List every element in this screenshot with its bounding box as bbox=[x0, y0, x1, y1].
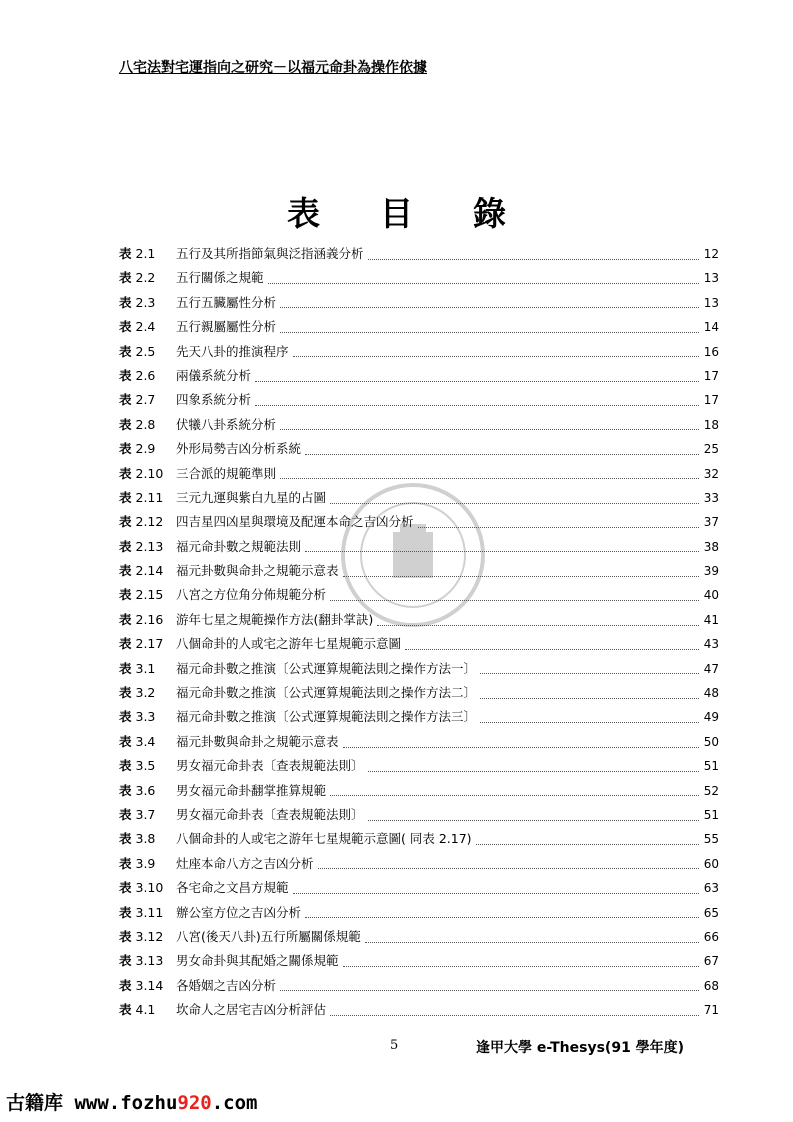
site-name: 古籍库 www.fozhu bbox=[6, 1092, 178, 1114]
toc-entry-number bbox=[119, 366, 176, 384]
toc-entry-page: 50 bbox=[703, 734, 719, 749]
toc-entry-prefix: 表 bbox=[119, 733, 132, 749]
toc-entry-page: 60 bbox=[703, 856, 719, 871]
toc-entry-title: 兩儀系統分析 bbox=[176, 367, 252, 383]
toc-entry-title: 福元命卦數之規範法則 bbox=[176, 538, 302, 554]
toc-entry-number bbox=[119, 659, 176, 677]
toc-entry-page: 18 bbox=[703, 417, 719, 432]
toc-entry[interactable] bbox=[119, 293, 719, 317]
toc-entry-prefix: 表 bbox=[119, 246, 132, 261]
toc-entry-title: 伏犧八卦系統分析 bbox=[176, 416, 277, 432]
toc-entry-title: 八宮之方位角分佈規範分析 bbox=[176, 587, 327, 603]
toc-entry-page: 49 bbox=[703, 710, 719, 725]
toc-entry-number bbox=[119, 732, 176, 750]
dot-leader bbox=[365, 942, 699, 943]
toc-entry-page: 40 bbox=[703, 588, 719, 603]
toc-entry[interactable] bbox=[119, 610, 719, 634]
toc-entry-number bbox=[119, 439, 176, 457]
toc-entry[interactable] bbox=[119, 439, 719, 463]
toc-entry-page: 25 bbox=[703, 442, 719, 457]
toc-entry[interactable] bbox=[119, 878, 719, 902]
toc-entry-num: 2.16 bbox=[135, 611, 164, 627]
toc-entry-page: 37 bbox=[703, 515, 719, 530]
toc-entry[interactable] bbox=[119, 390, 719, 414]
dot-leader bbox=[255, 381, 699, 382]
toc-entry[interactable] bbox=[119, 464, 719, 488]
toc-entry-number bbox=[119, 537, 176, 555]
toc-entry-page: 32 bbox=[703, 466, 719, 481]
toc-entry-num: 3.1 bbox=[135, 660, 156, 676]
toc-entry[interactable] bbox=[119, 903, 719, 927]
toc-entry[interactable] bbox=[119, 781, 719, 805]
toc-entry-prefix: 表 bbox=[119, 660, 132, 676]
title-char: 目 bbox=[380, 194, 413, 233]
toc-entry[interactable] bbox=[119, 976, 719, 1000]
toc-entry-num: 2.6 bbox=[135, 367, 156, 383]
toc-entry-number bbox=[119, 976, 176, 994]
dot-leader bbox=[318, 868, 699, 869]
toc-entry-page: 51 bbox=[703, 807, 719, 822]
toc-entry-page: 39 bbox=[703, 564, 719, 579]
toc-entry-prefix: 表 bbox=[119, 416, 132, 432]
toc-entry-number bbox=[119, 854, 176, 872]
toc-entry-title: 福元命卦數之推演〔公式運算規範法則之操作方法一〕 bbox=[176, 660, 477, 676]
toc-entry-title: 福元卦數與命卦之規範示意表 bbox=[176, 563, 339, 579]
toc-entry[interactable] bbox=[119, 317, 719, 341]
toc-entry-number bbox=[119, 805, 176, 823]
toc-entry-prefix: 表 bbox=[119, 538, 132, 554]
toc-entry-number bbox=[119, 512, 176, 530]
title-char: 表 bbox=[287, 194, 320, 233]
toc-entry-number bbox=[119, 268, 176, 286]
toc-entry-page: 14 bbox=[703, 320, 719, 335]
toc-entry-page: 48 bbox=[703, 686, 719, 701]
toc-entry-number bbox=[119, 707, 176, 725]
table-of-contents bbox=[119, 244, 719, 1025]
toc-entry-number bbox=[119, 610, 176, 628]
toc-entry-prefix: 表 bbox=[119, 489, 132, 505]
dot-leader bbox=[368, 259, 699, 260]
toc-entry-page: 16 bbox=[703, 344, 719, 359]
toc-entry-page: 43 bbox=[703, 637, 719, 652]
toc-entry-num: 2.3 bbox=[135, 294, 156, 310]
toc-entry[interactable] bbox=[119, 561, 719, 585]
toc-entry-page: 71 bbox=[703, 1003, 719, 1018]
toc-entry-title: 福元命卦數之推演〔公式運算規範法則之操作方法三〕 bbox=[176, 709, 477, 725]
toc-entry-page: 33 bbox=[703, 490, 719, 505]
toc-entry-num: 2.13 bbox=[135, 538, 164, 554]
toc-entry-page: 65 bbox=[703, 905, 719, 920]
toc-entry-prefix: 表 bbox=[119, 587, 132, 603]
dot-leader bbox=[268, 283, 699, 284]
toc-entry-num: 3.6 bbox=[135, 782, 156, 798]
dot-leader bbox=[305, 917, 699, 918]
dot-leader bbox=[330, 1015, 699, 1016]
toc-entry-prefix: 表 bbox=[119, 636, 132, 652]
toc-entry-page: 52 bbox=[703, 783, 719, 798]
toc-entry-num: 2.1 bbox=[135, 246, 156, 261]
toc-entry-page: 17 bbox=[703, 393, 719, 408]
toc-entry[interactable] bbox=[119, 585, 719, 609]
toc-entry-num: 3.10 bbox=[135, 880, 164, 896]
toc-entry-number bbox=[119, 415, 176, 433]
toc-entry-prefix: 表 bbox=[119, 392, 132, 408]
toc-entry-number bbox=[119, 244, 176, 262]
toc-entry-prefix: 表 bbox=[119, 953, 132, 969]
dot-leader bbox=[330, 503, 699, 504]
toc-entry-page: 41 bbox=[703, 612, 719, 627]
toc-entry[interactable] bbox=[119, 512, 719, 536]
toc-entry-title: 五行及其所指節氣與泛指涵義分析 bbox=[176, 246, 364, 261]
toc-entry[interactable] bbox=[119, 707, 719, 731]
dot-leader bbox=[280, 332, 699, 333]
toc-entry-prefix: 表 bbox=[119, 709, 132, 725]
toc-entry-num: 3.7 bbox=[135, 806, 156, 822]
dot-leader bbox=[480, 722, 699, 723]
toc-entry-number bbox=[119, 903, 176, 921]
dot-leader bbox=[368, 771, 699, 772]
toc-entry-num: 2.4 bbox=[135, 319, 156, 335]
toc-entry-title: 灶座本命八方之吉凶分析 bbox=[176, 855, 314, 871]
dot-leader bbox=[330, 600, 699, 601]
toc-entry-title: 五行親屬屬性分析 bbox=[176, 319, 277, 335]
toc-entry-prefix: 表 bbox=[119, 270, 132, 286]
toc-entry-page: 17 bbox=[703, 368, 719, 383]
toc-entry[interactable] bbox=[119, 415, 719, 439]
toc-entry-title: 八宮(後天八卦)五行所屬關係規範 bbox=[176, 928, 361, 944]
toc-entry[interactable] bbox=[119, 683, 719, 707]
toc-entry-title: 五行五臟屬性分析 bbox=[176, 294, 277, 310]
toc-entry-prefix: 表 bbox=[119, 367, 132, 383]
toc-entry-prefix: 表 bbox=[119, 855, 132, 871]
toc-entry-number bbox=[119, 585, 176, 603]
site-name-red: 920 bbox=[177, 1092, 212, 1114]
toc-entry-title: 各婚姻之吉凶分析 bbox=[176, 977, 277, 993]
toc-entry-num: 3.9 bbox=[135, 855, 156, 871]
toc-entry-title: 四吉星四凶星與環境及配運本命之吉凶分析 bbox=[176, 514, 414, 530]
toc-entry-prefix: 表 bbox=[119, 441, 132, 457]
toc-entry-title: 坎命人之居宅吉凶分析評估 bbox=[176, 1002, 327, 1018]
toc-entry-prefix: 表 bbox=[119, 928, 132, 944]
toc-entry-number bbox=[119, 683, 176, 701]
toc-entry-title: 三合派的規範準則 bbox=[176, 465, 277, 481]
toc-entry[interactable] bbox=[119, 829, 719, 853]
page-title bbox=[0, 188, 793, 235]
dot-leader bbox=[405, 649, 699, 650]
toc-entry-number bbox=[119, 464, 176, 482]
toc-entry-title: 八個命卦的人或宅之游年七星規範示意圖( 同表 2.17) bbox=[176, 831, 472, 847]
dot-leader bbox=[343, 966, 699, 967]
toc-entry-number bbox=[119, 390, 176, 408]
toc-entry-page: 51 bbox=[703, 759, 719, 774]
toc-entry-prefix: 表 bbox=[119, 831, 132, 847]
toc-entry-prefix: 表 bbox=[119, 904, 132, 920]
toc-entry-num: 3.8 bbox=[135, 831, 156, 847]
toc-entry[interactable] bbox=[119, 951, 719, 975]
dot-leader bbox=[280, 307, 699, 308]
toc-entry-page: 13 bbox=[703, 295, 719, 310]
toc-entry-title: 先天八卦的推演程序 bbox=[176, 343, 289, 359]
toc-entry-num: 3.5 bbox=[135, 758, 156, 774]
dot-leader bbox=[305, 551, 699, 552]
toc-entry-title: 五行關係之規範 bbox=[176, 270, 264, 286]
dot-leader bbox=[280, 429, 699, 430]
toc-entry-title: 三元九運與紫白九星的占圖 bbox=[176, 489, 327, 505]
toc-entry-prefix: 表 bbox=[119, 1002, 132, 1018]
toc-entry-num: 2.15 bbox=[135, 587, 164, 603]
toc-entry-title: 男女福元命卦表〔查表規範法則〕 bbox=[176, 806, 364, 822]
dot-leader bbox=[293, 356, 699, 357]
toc-entry-number bbox=[119, 1000, 176, 1018]
toc-entry[interactable] bbox=[119, 854, 719, 878]
toc-entry-page: 47 bbox=[703, 661, 719, 676]
toc-entry-title: 八個命卦的人或宅之游年七星規範示意圖 bbox=[176, 636, 402, 652]
toc-entry[interactable] bbox=[119, 488, 719, 512]
toc-entry[interactable] bbox=[119, 1000, 719, 1024]
toc-entry-prefix: 表 bbox=[119, 880, 132, 896]
toc-entry-num: 3.12 bbox=[135, 928, 164, 944]
toc-entry-title: 外形局勢吉凶分析系統 bbox=[176, 441, 302, 457]
toc-entry-title: 游年七星之規範操作方法(翻卦掌訣) bbox=[176, 611, 374, 627]
toc-entry-num: 3.14 bbox=[135, 977, 164, 993]
toc-entry[interactable] bbox=[119, 634, 719, 658]
dot-leader bbox=[480, 698, 699, 699]
toc-entry[interactable] bbox=[119, 366, 719, 390]
site-name-tail: .com bbox=[211, 1092, 258, 1114]
dot-leader bbox=[368, 820, 699, 821]
dot-leader bbox=[476, 844, 699, 845]
toc-entry-number bbox=[119, 927, 176, 945]
toc-entry-title: 福元命卦數之推演〔公式運算規範法則之操作方法二〕 bbox=[176, 685, 477, 701]
toc-entry-page: 66 bbox=[703, 929, 719, 944]
dot-leader bbox=[330, 795, 699, 796]
toc-entry-num: 2.7 bbox=[135, 392, 156, 408]
dot-leader bbox=[377, 625, 699, 626]
toc-entry-num: 2.14 bbox=[135, 563, 164, 579]
toc-entry-page: 38 bbox=[703, 539, 719, 554]
toc-entry[interactable] bbox=[119, 927, 719, 951]
toc-entry[interactable] bbox=[119, 732, 719, 756]
toc-entry-page: 68 bbox=[703, 978, 719, 993]
toc-entry-title: 各宅命之文昌方規範 bbox=[176, 880, 289, 896]
toc-entry-prefix: 表 bbox=[119, 782, 132, 798]
site-watermark bbox=[6, 1088, 257, 1115]
dot-leader bbox=[480, 673, 699, 674]
toc-entry-number bbox=[119, 951, 176, 969]
toc-entry-title: 辦公室方位之吉凶分析 bbox=[176, 904, 302, 920]
toc-entry-title: 男女福元命卦翻掌推算規範 bbox=[176, 782, 327, 798]
toc-entry-prefix: 表 bbox=[119, 806, 132, 822]
toc-entry-number bbox=[119, 342, 176, 360]
toc-entry-num: 3.2 bbox=[135, 685, 156, 701]
toc-entry-page: 55 bbox=[703, 832, 719, 847]
dot-leader bbox=[418, 527, 699, 528]
dot-leader bbox=[305, 454, 699, 455]
toc-entry-num: 2.11 bbox=[135, 489, 164, 505]
toc-entry-number bbox=[119, 878, 176, 896]
toc-entry-title: 福元卦數與命卦之規範示意表 bbox=[176, 733, 339, 749]
toc-entry-number bbox=[119, 561, 176, 579]
toc-entry-prefix: 表 bbox=[119, 563, 132, 579]
toc-entry-num: 3.11 bbox=[135, 904, 164, 920]
toc-entry-number bbox=[119, 756, 176, 774]
toc-entry-title: 男女福元命卦表〔查表規範法則〕 bbox=[176, 758, 364, 774]
toc-entry-prefix: 表 bbox=[119, 465, 132, 481]
toc-entry-page: 13 bbox=[703, 271, 719, 286]
title-char: 錄 bbox=[473, 194, 506, 233]
toc-entry-num: 3.13 bbox=[135, 953, 164, 969]
toc-entry-number bbox=[119, 829, 176, 847]
toc-entry-prefix: 表 bbox=[119, 514, 132, 530]
toc-entry-prefix: 表 bbox=[119, 319, 132, 335]
toc-entry-num: 2.10 bbox=[135, 465, 164, 481]
dot-leader bbox=[343, 747, 699, 748]
toc-entry-title: 男女命卦與其配婚之關係規範 bbox=[176, 953, 339, 969]
toc-entry-prefix: 表 bbox=[119, 343, 132, 359]
toc-entry[interactable] bbox=[119, 659, 719, 683]
dot-leader bbox=[255, 405, 699, 406]
toc-entry-num: 3.3 bbox=[135, 709, 156, 725]
toc-entry-title: 四象系統分析 bbox=[176, 392, 252, 408]
toc-entry-number bbox=[119, 781, 176, 799]
dot-leader bbox=[343, 576, 699, 577]
toc-entry-number bbox=[119, 634, 176, 652]
footer-institution: 逢甲大學 e-Thesys(91 學年度) bbox=[476, 1040, 685, 1056]
toc-entry[interactable] bbox=[119, 537, 719, 561]
toc-entry-prefix: 表 bbox=[119, 611, 132, 627]
toc-entry[interactable] bbox=[119, 268, 719, 292]
toc-entry-num: 2.5 bbox=[135, 343, 156, 359]
toc-entry-num: 2.9 bbox=[135, 441, 156, 457]
dot-leader bbox=[293, 893, 699, 894]
toc-entry-prefix: 表 bbox=[119, 977, 132, 993]
toc-entry[interactable] bbox=[119, 244, 719, 268]
toc-entry-num: 4.1 bbox=[135, 1002, 156, 1018]
toc-entry-page: 67 bbox=[703, 954, 719, 969]
toc-entry-num: 3.4 bbox=[135, 733, 156, 749]
toc-entry-number bbox=[119, 488, 176, 506]
running-header: 八宅法對宅運指向之研究－以福元命卦為操作依據 bbox=[119, 60, 427, 76]
toc-entry-prefix: 表 bbox=[119, 294, 132, 310]
toc-entry-prefix: 表 bbox=[119, 758, 132, 774]
toc-entry-num: 2.12 bbox=[135, 514, 164, 530]
dot-leader bbox=[280, 990, 699, 991]
toc-entry-num: 2.2 bbox=[135, 270, 156, 286]
toc-entry-num: 2.17 bbox=[135, 636, 164, 652]
toc-entry[interactable] bbox=[119, 756, 719, 780]
toc-entry-page: 12 bbox=[703, 247, 719, 261]
page-number: 5 bbox=[390, 1038, 399, 1053]
toc-entry-number bbox=[119, 293, 176, 311]
toc-entry[interactable] bbox=[119, 805, 719, 829]
toc-entry-num: 2.8 bbox=[135, 416, 156, 432]
toc-entry-page: 63 bbox=[703, 881, 719, 896]
dot-leader bbox=[280, 478, 699, 479]
toc-entry-number bbox=[119, 317, 176, 335]
toc-entry[interactable] bbox=[119, 342, 719, 366]
toc-entry-prefix: 表 bbox=[119, 685, 132, 701]
